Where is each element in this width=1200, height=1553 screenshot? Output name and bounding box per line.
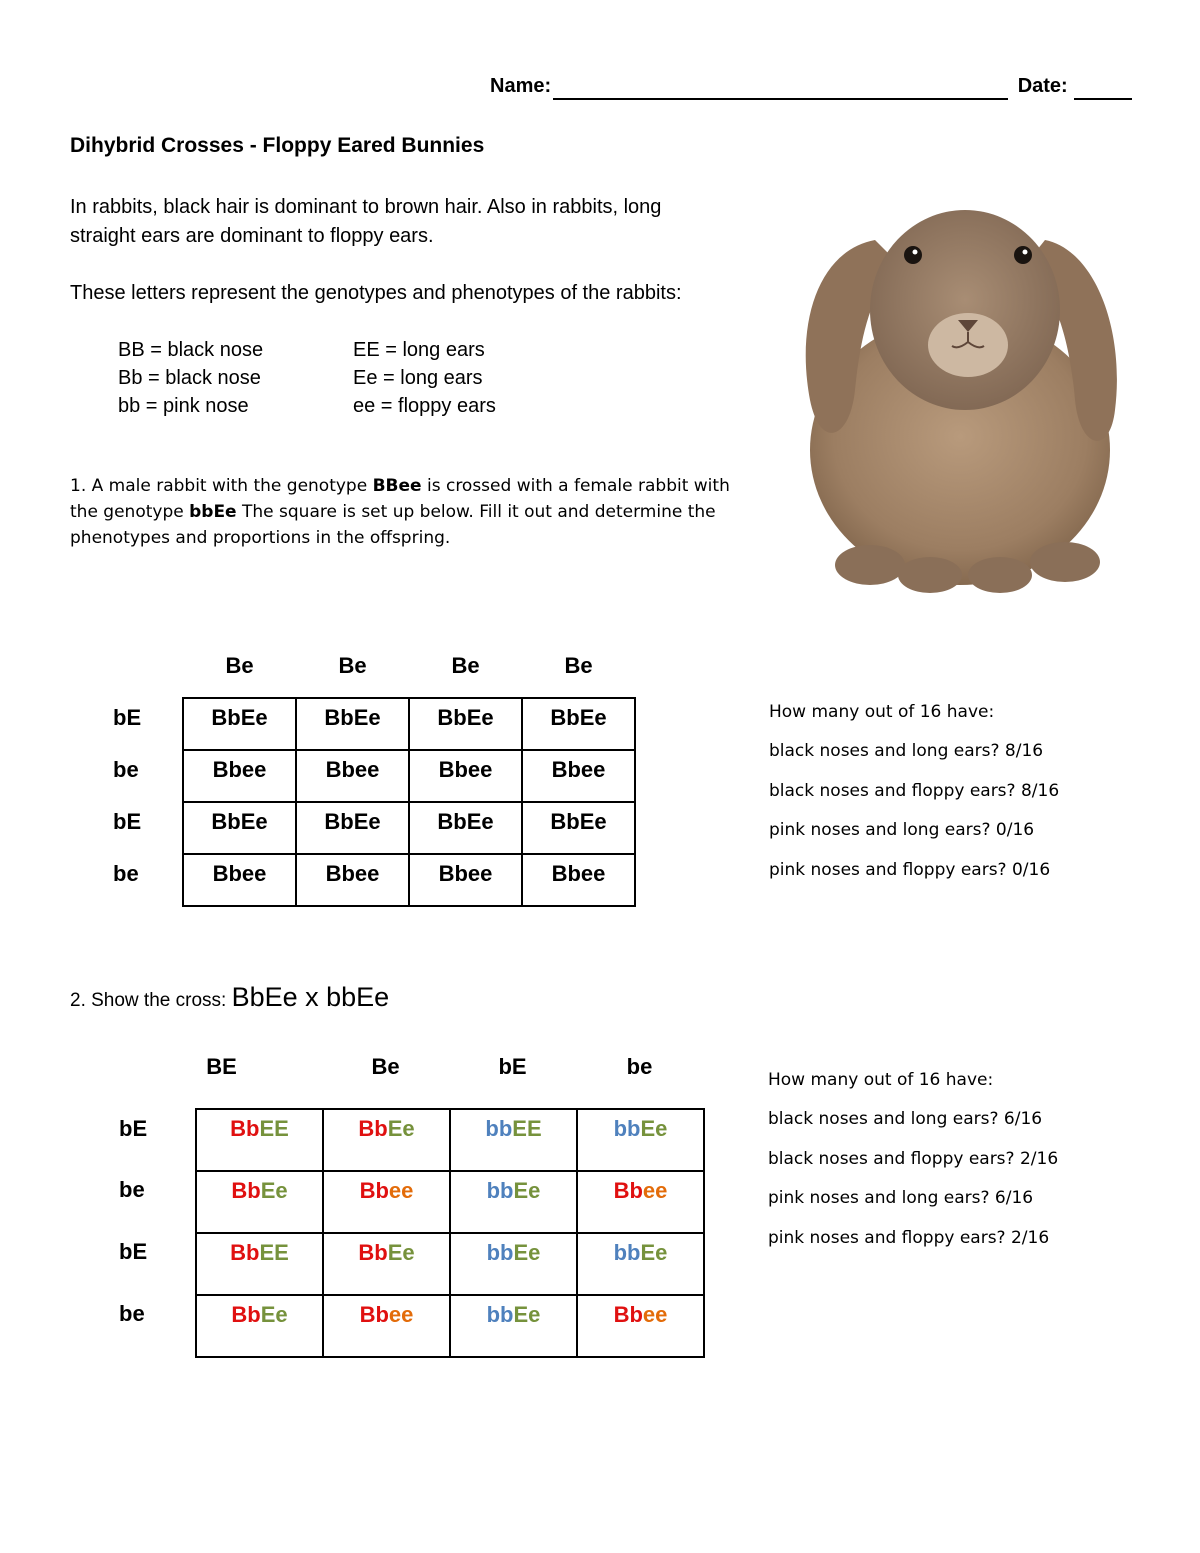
ear-alleles: Ee xyxy=(513,1240,541,1265)
q2-cell[interactable] xyxy=(450,1109,577,1171)
q1-line2-post: The square is set up below. Fill it out and determine the xyxy=(236,502,716,522)
nose-alleles: Bb xyxy=(358,1116,388,1141)
q2-col-header: BE xyxy=(206,1054,237,1079)
q1-cell[interactable]: Bbee xyxy=(522,750,635,802)
q2-cell[interactable] xyxy=(196,1233,323,1295)
q2-question-3: pink noses and long ears? 6/16 xyxy=(768,1188,1034,1208)
q2-question-1: black noses and long ears? 6/16 xyxy=(768,1109,1043,1129)
q2-row-header: bE xyxy=(119,1116,148,1141)
q1-cell[interactable]: BbEe xyxy=(409,802,522,854)
q1-row-header: bE xyxy=(113,809,142,834)
q2-cell[interactable] xyxy=(323,1171,450,1233)
q1-cell[interactable]: Bbee xyxy=(183,854,296,906)
table-row xyxy=(196,1171,704,1233)
q2-cell[interactable] xyxy=(577,1295,704,1357)
q2-cell[interactable] xyxy=(450,1295,577,1357)
rabbit-image xyxy=(780,170,1130,600)
nose-alleles: Bb xyxy=(613,1302,643,1327)
q1-row-header: be xyxy=(113,861,139,886)
nose-alleles: Bb xyxy=(231,1302,261,1327)
q2-cell[interactable] xyxy=(450,1171,577,1233)
nose-alleles: bb xyxy=(613,1240,641,1265)
nose-alleles: Bb xyxy=(231,1178,261,1203)
q1-cell[interactable]: BbEe xyxy=(522,802,635,854)
ear-alleles: EE xyxy=(259,1240,289,1265)
q1-punnett-square xyxy=(182,697,636,907)
ear-alleles: Ee xyxy=(640,1240,668,1265)
ear-alleles: ee xyxy=(642,1178,668,1203)
ear-alleles: ee xyxy=(388,1178,414,1203)
ear-alleles: EE xyxy=(259,1116,289,1141)
q2-cell[interactable] xyxy=(323,1233,450,1295)
name-field[interactable] xyxy=(553,76,1008,100)
intro-line-3: These letters represent the genotypes and phenotypes of the rabbits: xyxy=(70,282,682,304)
q1-cell[interactable]: Bbee xyxy=(409,854,522,906)
q2-row-header: be xyxy=(119,1301,145,1326)
ear-alleles: EE xyxy=(512,1116,542,1141)
q2-row-header: be xyxy=(119,1177,145,1202)
q1-line-3: phenotypes and proportions in the offspring. xyxy=(70,528,451,548)
q1-cell[interactable]: Bbee xyxy=(296,854,409,906)
q1-question-3: pink noses and long ears? 0/16 xyxy=(769,820,1035,840)
name-label: Name: xyxy=(490,75,552,97)
q2-col-header: Be xyxy=(371,1054,400,1079)
q2-label: 2. Show the cross: xyxy=(70,990,232,1011)
q2-cell[interactable] xyxy=(196,1109,323,1171)
nose-alleles: bb xyxy=(486,1178,514,1203)
q2-col-header: bE xyxy=(498,1054,527,1079)
key-ears-2: Ee = long ears xyxy=(353,367,483,389)
nose-alleles: bb xyxy=(485,1116,513,1141)
ear-alleles: Ee xyxy=(513,1178,541,1203)
ear-alleles: ee xyxy=(388,1302,414,1327)
q2-cell[interactable] xyxy=(196,1295,323,1357)
q1-line2-pre: the genotype xyxy=(70,502,190,522)
ear-alleles: Ee xyxy=(387,1240,415,1265)
q1-female-genotype: bbEe xyxy=(189,502,237,522)
q1-col-header: Be xyxy=(564,653,593,678)
ear-alleles: Ee xyxy=(260,1178,288,1203)
page-title: Dihybrid Crosses - Floppy Eared Bunnies xyxy=(70,134,485,157)
key-ears-3: ee = floppy ears xyxy=(353,395,496,417)
header-line xyxy=(490,72,1132,100)
q2-cell[interactable] xyxy=(450,1233,577,1295)
q1-col-header: Be xyxy=(338,653,367,678)
date-field[interactable] xyxy=(1074,76,1132,100)
q1-line1-post: is crossed with a female rabbit with xyxy=(421,476,730,496)
nose-alleles: Bb xyxy=(230,1240,260,1265)
table-row xyxy=(196,1233,704,1295)
key-nose-3: bb = pink nose xyxy=(118,395,249,417)
q2-cell[interactable] xyxy=(196,1171,323,1233)
q1-col-header: Be xyxy=(225,653,254,678)
ear-alleles: Ee xyxy=(387,1116,415,1141)
key-nose-2: Bb = black nose xyxy=(118,367,261,389)
q1-line-1 xyxy=(70,476,730,496)
q2-cell[interactable] xyxy=(577,1109,704,1171)
q1-cell[interactable]: Bbee xyxy=(183,750,296,802)
q2-heading xyxy=(70,982,389,1013)
q1-cell[interactable]: BbEe xyxy=(296,802,409,854)
q1-line-2 xyxy=(70,502,716,522)
q1-cell[interactable]: Bbee xyxy=(409,750,522,802)
q2-cross: BbEe x bbEe xyxy=(231,982,390,1012)
date-label: Date: xyxy=(1017,75,1068,97)
intro-line-2: straight ears are dominant to floppy ears. xyxy=(70,225,434,247)
nose-alleles: Bb xyxy=(359,1302,389,1327)
q1-cell[interactable]: BbEe xyxy=(522,698,635,750)
q1-cell[interactable]: BbEe xyxy=(409,698,522,750)
q1-cell[interactable]: Bbee xyxy=(296,750,409,802)
nose-alleles: Bb xyxy=(358,1240,388,1265)
q2-col-header: be xyxy=(626,1054,653,1079)
nose-alleles: bb xyxy=(486,1302,514,1327)
table-row xyxy=(183,698,635,750)
q2-cell[interactable] xyxy=(323,1295,450,1357)
table-row xyxy=(183,854,635,906)
q1-line1-pre: 1. A male rabbit with the genotype xyxy=(70,476,373,496)
q1-cell[interactable]: BbEe xyxy=(183,802,296,854)
nose-alleles: bb xyxy=(613,1116,641,1141)
nose-alleles: Bb xyxy=(613,1178,643,1203)
q1-row-header: be xyxy=(113,757,139,782)
q1-question-4: pink noses and floppy ears? 0/16 xyxy=(769,860,1051,880)
q1-cell[interactable]: BbEe xyxy=(296,698,409,750)
table-row xyxy=(183,802,635,854)
key-ears-1: EE = long ears xyxy=(353,339,485,361)
q2-question-2: black noses and floppy ears? 2/16 xyxy=(768,1149,1059,1169)
q1-cell[interactable]: Bbee xyxy=(522,854,635,906)
q2-question-4: pink noses and floppy ears? 2/16 xyxy=(768,1228,1050,1248)
q1-male-genotype: BBee xyxy=(372,476,422,496)
q2-cell[interactable] xyxy=(577,1171,704,1233)
q2-row-header: bE xyxy=(119,1239,148,1264)
nose-alleles: Bb xyxy=(359,1178,389,1203)
q2-cell[interactable] xyxy=(577,1233,704,1295)
table-row xyxy=(196,1295,704,1357)
key-nose-1: BB = black nose xyxy=(118,339,264,361)
nose-alleles: Bb xyxy=(230,1116,260,1141)
q1-question-2: black noses and floppy ears? 8/16 xyxy=(769,781,1060,801)
ear-alleles: Ee xyxy=(513,1302,541,1327)
q1-row-header: bE xyxy=(113,705,142,730)
q1-cell[interactable]: BbEe xyxy=(183,698,296,750)
nose-alleles: bb xyxy=(486,1240,514,1265)
q2-question-0: How many out of 16 have: xyxy=(768,1070,994,1090)
q2-punnett-square xyxy=(195,1108,705,1358)
ear-alleles: Ee xyxy=(260,1302,288,1327)
table-row xyxy=(196,1109,704,1171)
q2-cell[interactable] xyxy=(323,1109,450,1171)
q1-col-header: Be xyxy=(451,653,480,678)
ear-alleles: Ee xyxy=(640,1116,668,1141)
ear-alleles: ee xyxy=(642,1302,668,1327)
q1-question-0: How many out of 16 have: xyxy=(769,702,995,722)
intro-line-1: In rabbits, black hair is dominant to brown hair. Also in rabbits, long xyxy=(70,196,662,218)
table-row xyxy=(183,750,635,802)
q1-question-1: black noses and long ears? 8/16 xyxy=(769,741,1044,761)
